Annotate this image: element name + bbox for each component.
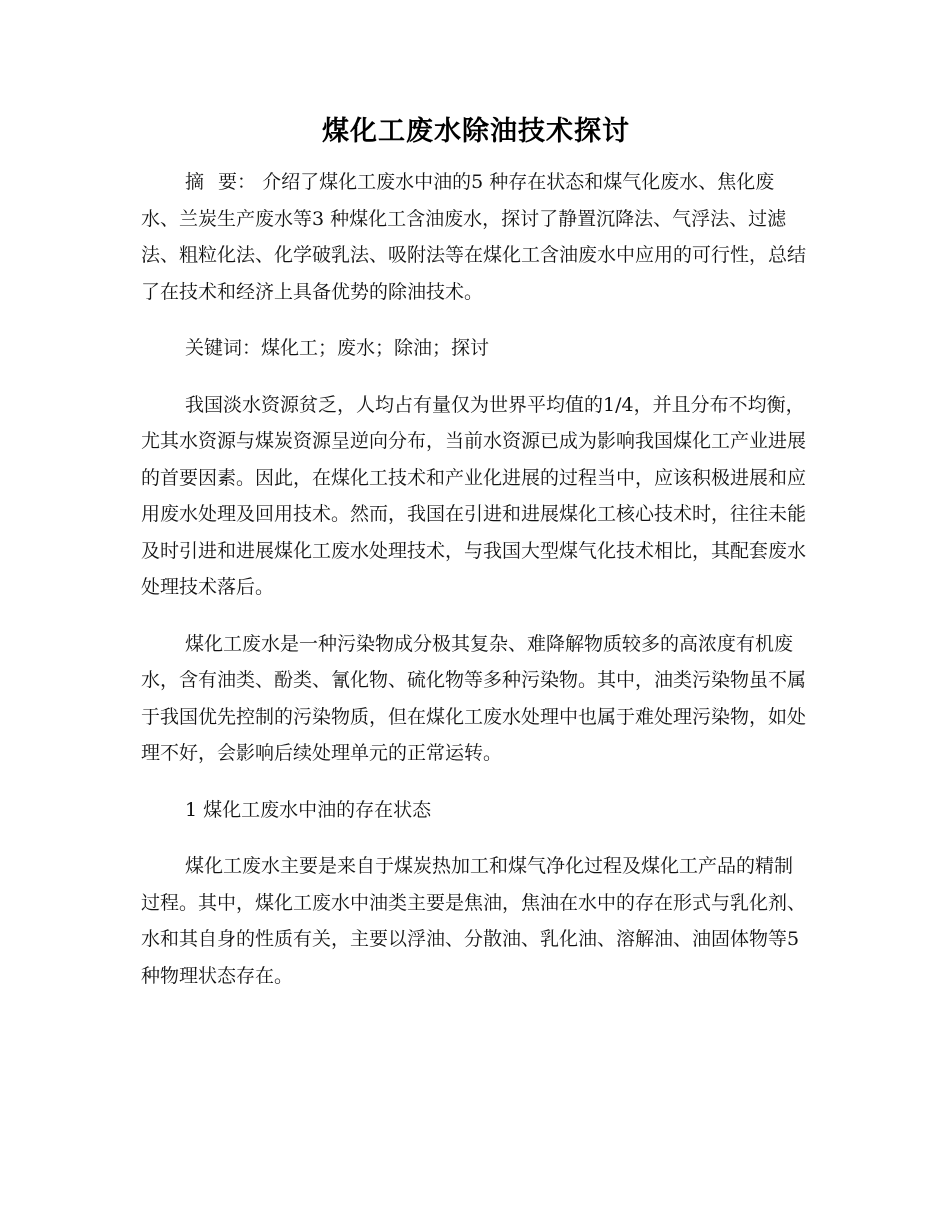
keywords-line: 关键词：煤化工；废水；除油；探讨 (185, 337, 490, 359)
abstract-paragraph (141, 164, 811, 310)
abstract-label-char2: 要： (218, 171, 257, 193)
body-paragraph-1: 我国淡水资源贫乏，人均占有量仅为世界平均值的1/4，并且分布不均衡，尤其水资源与煤炭资源呈逆向分布，当前水资源已成为影响我国煤化工产业进展的首要因素。因此，在煤化工技术和产业化进展的过程当中，应该积极进展和应用废水处理及回用技术。然而，我国在引进和进展煤化工核心技术时，往往未能及时引进和进展煤化工废水处理技术，与我国大型煤气化技术相比，其配套废水处理技术落后。 (141, 393, 807, 598)
document-body (141, 112, 811, 1014)
abstract-text: 介绍了煤化工废水中油的5 种存在状态和煤气化废水、焦化废水、兰炭生产废水等3 种煤化工含油废水，探讨了静置沉降法、气浮法、过滤法、粗粒化法、化学破乳法、吸附法等在煤化工含油废水中应用的可行性，总结了在技术和经济上具备优势的除油技术。 (141, 171, 807, 303)
abstract-label-char1: 摘 (185, 171, 205, 193)
body-paragraph-2: 煤化工废水是一种污染物成分极其复杂、难降解物质较多的高浓度有机废水，含有油类、酚类、氰化物、硫化物等多种污染物。其中，油类污染物虽不属于我国优先控制的污染物质，但在煤化工废水处理中也属于难处理污染物，如处理不好，会影响后续处理单元的正常运转。 (141, 632, 807, 764)
section-1-paragraph: 煤化工废水主要是来自于煤炭热加工和煤气净化过程及煤化工产品的精制过程。其中，煤化工废水中油类主要是焦油，焦油在水中的存在形式与乳化剂、水和其自身的性质有关，主要以浮油、分散油、乳化油、溶解油、油固体物等5 种物理状态存在。 (141, 855, 807, 987)
document-title: 煤化工废水除油技术探讨 (322, 116, 630, 147)
section-heading-1: 1 煤化工废水中油的存在状态 (185, 798, 432, 821)
abstract-label (185, 171, 256, 193)
